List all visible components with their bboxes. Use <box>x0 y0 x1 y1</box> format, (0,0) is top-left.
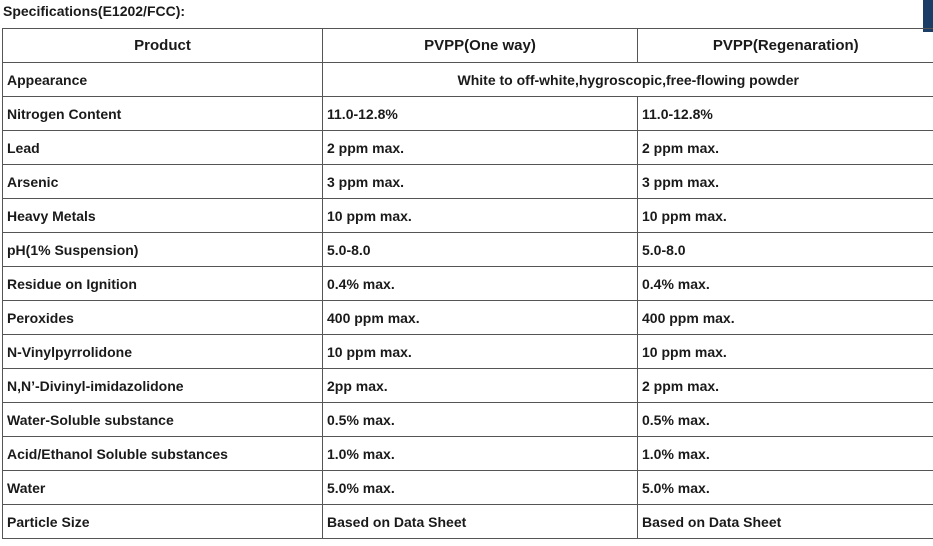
one-way-value: 2pp max. <box>323 369 638 403</box>
regeneration-value: 2 ppm max. <box>638 131 933 165</box>
regeneration-value: Based on Data Sheet <box>638 505 933 539</box>
table-row <box>3 233 933 267</box>
one-way-value: 1.0% max. <box>323 437 638 471</box>
table-header-row <box>3 29 933 63</box>
table-row <box>3 505 933 539</box>
one-way-value: 0.5% max. <box>323 403 638 437</box>
row-label: Lead <box>3 131 323 165</box>
appearance-value: White to off-white,hygroscopic,free-flowing powder <box>323 63 933 97</box>
table-row <box>3 437 933 471</box>
row-label: N-Vinylpyrrolidone <box>3 335 323 369</box>
table-row <box>3 199 933 233</box>
regeneration-value: 3 ppm max. <box>638 165 933 199</box>
row-label: Heavy Metals <box>3 199 323 233</box>
regeneration-value: 0.5% max. <box>638 403 933 437</box>
regeneration-value: 1.0% max. <box>638 437 933 471</box>
row-label: Water <box>3 471 323 505</box>
row-label: Arsenic <box>3 165 323 199</box>
table-row-appearance <box>3 63 933 97</box>
one-way-value: 3 ppm max. <box>323 165 638 199</box>
regeneration-value: 5.0% max. <box>638 471 933 505</box>
regeneration-value: 400 ppm max. <box>638 301 933 335</box>
row-label: Nitrogen Content <box>3 97 323 131</box>
one-way-value: 10 ppm max. <box>323 199 638 233</box>
one-way-value: 11.0-12.8% <box>323 97 638 131</box>
specifications-table <box>2 28 933 539</box>
regeneration-value: 11.0-12.8% <box>638 97 933 131</box>
table-row <box>3 403 933 437</box>
table-row <box>3 471 933 505</box>
row-label: pH(1% Suspension) <box>3 233 323 267</box>
table-row <box>3 267 933 301</box>
regeneration-value: 10 ppm max. <box>638 335 933 369</box>
one-way-value: 400 ppm max. <box>323 301 638 335</box>
one-way-value: 2 ppm max. <box>323 131 638 165</box>
column-header-one-way: PVPP(One way) <box>323 29 638 63</box>
row-label: Peroxides <box>3 301 323 335</box>
row-label: Appearance <box>3 63 323 97</box>
table-row <box>3 97 933 131</box>
regeneration-value: 10 ppm max. <box>638 199 933 233</box>
table-row <box>3 335 933 369</box>
row-label: Residue on Ignition <box>3 267 323 301</box>
one-way-value: 0.4% max. <box>323 267 638 301</box>
specifications-heading: Specifications(E1202/FCC): <box>3 3 186 19</box>
row-label: Water-Soluble substance <box>3 403 323 437</box>
one-way-value: 10 ppm max. <box>323 335 638 369</box>
column-header-product: Product <box>3 29 323 63</box>
one-way-value: 5.0-8.0 <box>323 233 638 267</box>
row-label: N,N’-Divinyl-imidazolidone <box>3 369 323 403</box>
one-way-value: Based on Data Sheet <box>323 505 638 539</box>
table-row <box>3 369 933 403</box>
table-row <box>3 131 933 165</box>
regeneration-value: 0.4% max. <box>638 267 933 301</box>
one-way-value: 5.0% max. <box>323 471 638 505</box>
table-row <box>3 301 933 335</box>
regeneration-value: 2 ppm max. <box>638 369 933 403</box>
row-label: Acid/Ethanol Soluble substances <box>3 437 323 471</box>
regeneration-value: 5.0-8.0 <box>638 233 933 267</box>
row-label: Particle Size <box>3 505 323 539</box>
column-header-regeneration: PVPP(Regenaration) <box>638 29 933 63</box>
table-row <box>3 165 933 199</box>
